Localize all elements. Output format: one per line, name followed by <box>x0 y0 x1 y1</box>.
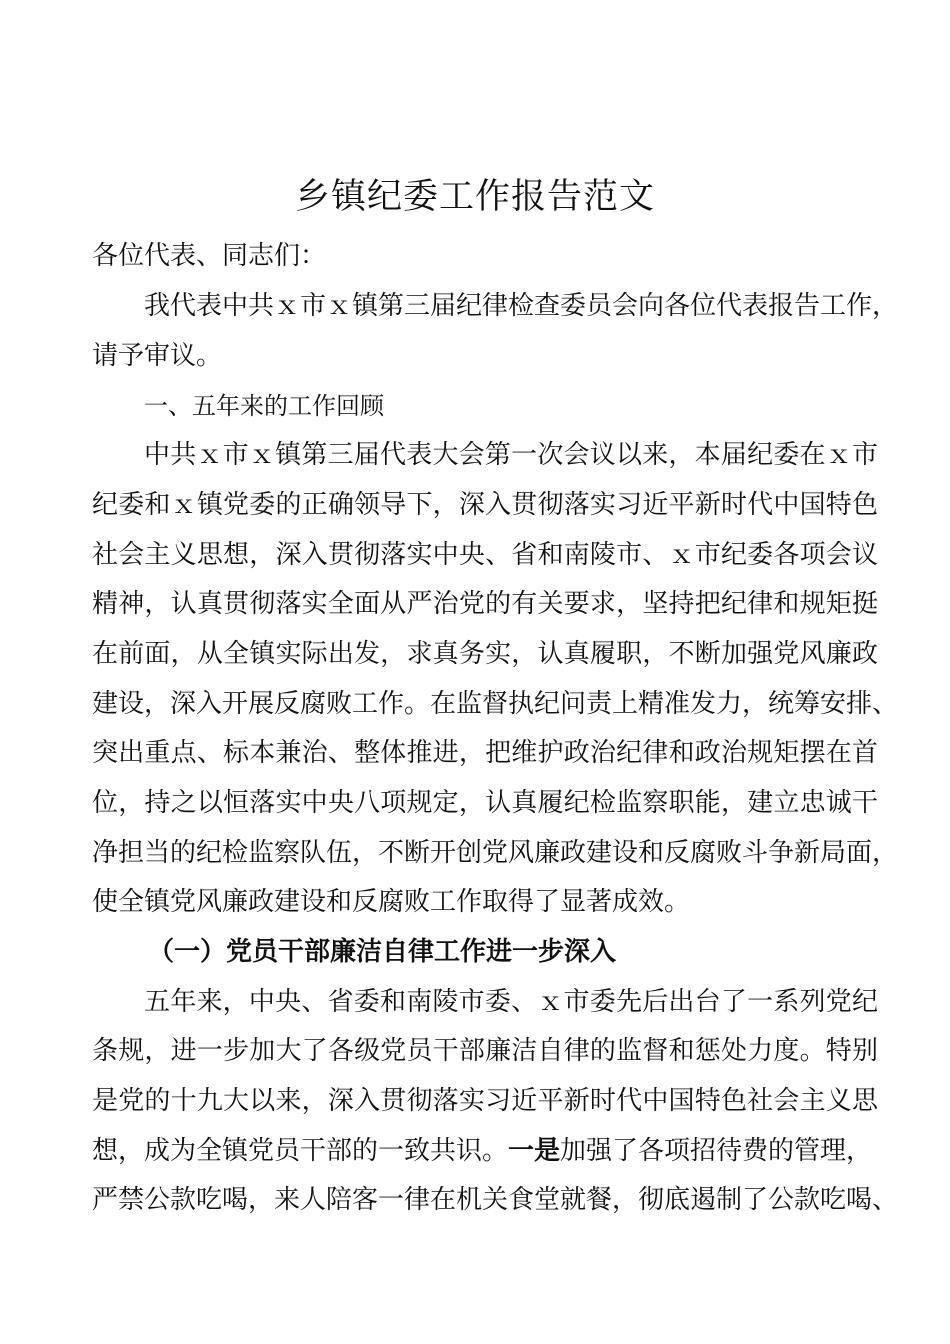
paragraph-line: 突出重点、标本兼治、整体推进，把维护政治纪律和政治规矩摆在首 <box>92 738 878 768</box>
paragraph-text: 加强了各项招待费的管理， <box>560 1136 873 1166</box>
paragraph-line: 社会主义思想，深入贯彻落实中央、省和南陵市、ｘ市纪委各项会议 <box>92 540 878 570</box>
salutation: 各位代表、同志们： <box>92 241 327 271</box>
paragraph-line: 中共ｘ市ｘ镇第三届代表大会第一次会议以来，本届纪委在ｘ市 <box>144 440 878 470</box>
paragraph-line <box>92 1133 872 1169</box>
intro-line: 我代表中共ｘ市ｘ镇第三届纪律检查委员会向各位代表报告工作， <box>144 291 899 321</box>
paragraph-line: 条规，进一步加大了各级党员干部廉洁自律的监督和惩处力度。特别 <box>92 1036 878 1066</box>
paragraph-line: 五年来，中央、省委和南陵市委、ｘ市委先后出台了一系列党纪 <box>144 987 878 1017</box>
paragraph-line: 精神，认真贯彻落实全面从严治党的有关要求，坚持把纪律和规矩挺 <box>92 589 878 619</box>
intro-line: 请予审议。 <box>92 341 223 371</box>
document-title: 乡镇纪委工作报告范文 <box>294 177 655 217</box>
emphasis-text: 一是 <box>508 1136 561 1166</box>
paragraph-line: 纪委和ｘ镇党委的正确领导下，深入贯彻落实习近平新时代中国特色 <box>92 490 878 520</box>
paragraph-line: 在前面，从全镇实际出发，求真务实，认真履职，不断加强党风廉政 <box>92 639 878 669</box>
paragraph-line: 是党的十九大以来，深入贯彻落实习近平新时代中国特色社会主义思 <box>92 1086 878 1116</box>
paragraph-line: 使全镇党风廉政建设和反腐败工作取得了显著成效。 <box>92 887 691 917</box>
paragraph-line: 位，持之以恒落实中央八项规定，认真履纪检监察职能，建立忠诚干 <box>92 788 878 818</box>
paragraph-text: 想，成为全镇党员干部的一致共识。 <box>92 1136 509 1166</box>
subsection-heading: （一）党员干部廉洁自律工作进一步深入 <box>148 937 617 967</box>
section-heading: 一、五年来的工作回顾 <box>144 392 384 420</box>
paragraph-line: 严禁公款吃喝，来人陪客一律在机关食堂就餐，彻底遏制了公款吃喝、 <box>92 1185 899 1215</box>
paragraph-line: 净担当的纪检监察队伍，不断开创党风廉政建设和反腐败斗争新局面， <box>92 838 899 868</box>
paragraph-line: 建设，深入开展反腐败工作。在监督执纪问责上精准发力，统筹安排、 <box>92 689 899 719</box>
